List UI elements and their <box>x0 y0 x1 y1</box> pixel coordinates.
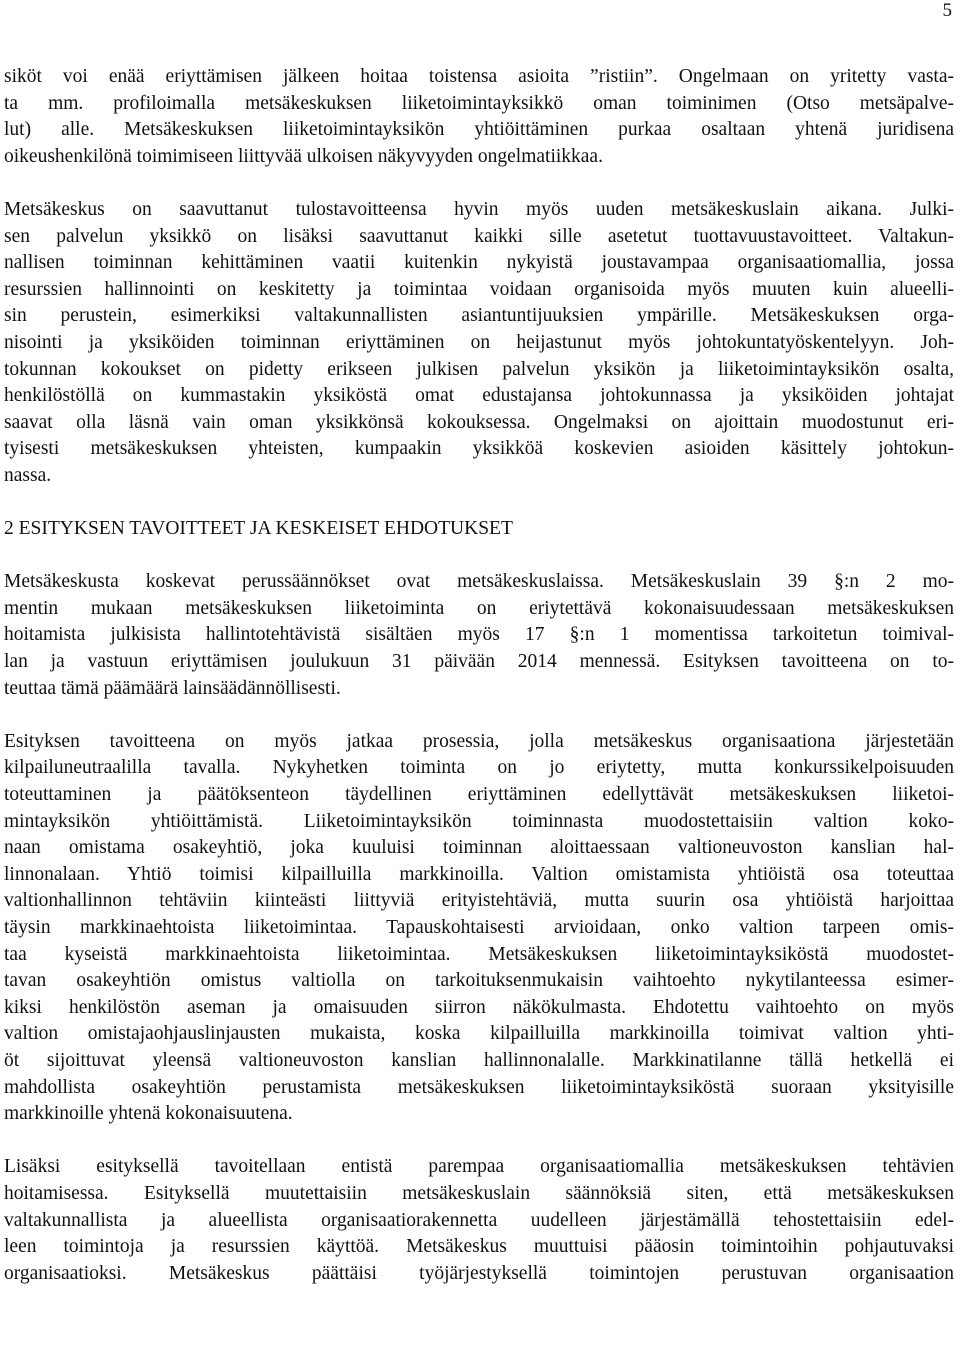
paragraph-line: siköt voi enää eriyttämisen jälkeen hoitaa toistensa asioita ”ristiin”. Ongelmaan on yritetty vasta- <box>4 66 954 87</box>
paragraph-line: henkilöstöllä on kummastakin yksiköstä omat edustajansa johtokunnassa ja yksiköiden johtajat <box>4 385 954 407</box>
paragraph-line: Lisäksi esityksellä tavoitellaan entistä parempaa organisaatiomallia metsäkeskuksen tehtävien <box>4 1156 954 1178</box>
paragraph-line: hoitamisessa. Esityksellä muutettaisiin metsäkeskuslain säännöksiä siten, että metsäkeskuksen <box>4 1182 954 1204</box>
paragraph-line: taa kyseistä markkinaehtoista liiketoimintaa. Metsäkeskuksen liiketoimintayksiköstä muodostet- <box>4 943 954 965</box>
paragraph-line: oikeushenkilönä toimimiseen liittyvää ulkoisen näkyvyyden ongelmatiikkaa. <box>4 145 603 167</box>
paragraph-line: toteuttaminen ja päätöksenteon täydellinen eriyttäminen edellyttävät metsäkeskuksen liiketoi- <box>4 784 954 806</box>
paragraph-line: teuttaa tämä päämäärä lainsäädännöllisesti. <box>4 677 341 699</box>
paragraph-line: lan ja vastuun eriyttämisen joulukuun 31 päivään 2014 mennessä. Esityksen tavoitteena on to- <box>4 651 954 673</box>
paragraph-line: leen toimintoja ja resurssien käyttöä. Metsäkeskus muuttuisi pääosin toimintoihin pohjautuvaksi <box>4 1236 954 1258</box>
paragraph-line: Metsäkeskus on saavuttanut tulostavoitteensa hyvin myös uuden metsäkeskuslain aikana. Julki- <box>4 198 954 220</box>
paragraph-line: saavat olla läsnä vain oman yksikkönsä kokouksessa. Ongelmaksi on ajoittain muodostunut eri- <box>4 411 954 433</box>
paragraph-line: linnonalaan. Yhtiö toimisi kilpailluilla markkinoilla. Valtion omistamista yhtiöistä osa toteuttaa <box>4 863 954 885</box>
paragraph-line: valtakunnallista ja alueellista organisaatiorakennetta uudelleen järjestämällä tehostettaisiin edel- <box>4 1209 954 1231</box>
paragraph-line: sin perustein, esimerkiksi valtakunnallisten asiantuntijuuksien ympärille. Metsäkeskuksen orga- <box>4 305 954 327</box>
paragraph-2 <box>4 197 954 490</box>
paragraph-line: nassa. <box>4 464 52 486</box>
paragraph-line: valtionhallinnon tehtäviin kiinteästi liittyviä erityistehtäviä, mutta suurin osa yhtiöistä harjoittaa <box>4 890 954 912</box>
paragraph-line: hoitamista julkisista hallintotehtävistä sisältäen myös 17 §:n 1 momentissa tarkoitetun toimival- <box>4 624 954 646</box>
paragraph-line: täysin markkinaehtoista liiketoimintaa. Tapauskohtaisesti arvioidaan, onko valtion tarpeen omis- <box>4 917 954 938</box>
paragraph-line: ta mm. profiloimalla metsäkeskuksen liiketoimintayksikkö oman toiminimen (Otso metsäpalve- <box>4 92 954 114</box>
paragraph-line: valtion omistajaohjauslinjausten mukaista, koska kilpailluilla markkinoilla toimivat valtion yhti- <box>4 1023 954 1045</box>
paragraph-line: mentin mukaan metsäkeskuksen liiketoiminta on eriytettävä kokonaisuudessaan metsäkeskuksen <box>4 597 954 619</box>
paragraph-5 <box>4 1154 954 1287</box>
paragraph-line: tokunnan kokoukset on pidetty erikseen julkisen palvelun yksikön ja liiketoimintayksikön osalta, <box>4 358 954 380</box>
paragraph-line: tavan osakeyhtiön omistus valtiolla on tarkoituksenmukaisin vaihtoehto nykytilanteessa esimer- <box>4 970 954 992</box>
paragraph-line: nisointi ja yksiköiden toiminnan eriyttäminen on heijastunut myös johtokuntatyöskentelyyn. Joh- <box>4 331 954 353</box>
section-heading: 2 ESITYKSEN TAVOITTEET JA KESKEISET EHDOTUKSET <box>4 518 513 540</box>
paragraph-line: Metsäkeskusta koskevat perussäännökset ovat metsäkeskuslaissa. Metsäkeskuslain 39 §:n 2 mo- <box>4 571 954 593</box>
paragraph-line: resurssien hallinnointi on keskitetty ja toimintaa voidaan organisoida myös muuten kuin alueelli- <box>4 278 954 300</box>
paragraph-3 <box>4 569 954 702</box>
paragraph-line: nallisen toiminnan kehittäminen vaatii kuitenkin nykyistä joustavampaa organisaatiomallia, jossa <box>4 252 954 274</box>
paragraph-line: Esityksen tavoitteena on myös jatkaa prosessia, jolla metsäkeskus organisaationa järjestetään <box>4 730 954 752</box>
paragraph-1 <box>4 64 954 170</box>
document-body <box>4 64 954 1287</box>
paragraph-line: tyisesti metsäkeskuksen yhteisten, kumpaakin yksikköä koskevien asioiden käsittely johtokun- <box>4 438 954 460</box>
paragraph-line: kilpailuneutraalilla tavalla. Nykyhetken toiminta on jo eriytetty, mutta konkurssikelpoisuuden <box>4 757 954 779</box>
paragraph-line: kiksi henkilöstön aseman ja omaisuuden siirron näkökulmasta. Ehdotettu vaihtoehto on myös <box>4 996 954 1018</box>
paragraph-line: mahdollista osakeyhtiön perustamista metsäkeskuksen liiketoimintayksiköstä suoraan yksityisille <box>4 1076 954 1098</box>
paragraph-line: markkinoille yhtenä kokonaisuutena. <box>4 1103 293 1125</box>
paragraph-line: sen palvelun yksikkö on lisäksi saavuttanut kaikki sille asetetut tuottavuustavoitteet. Valtakun- <box>4 225 954 247</box>
paragraph-line: organisaatioksi. Metsäkeskus päättäisi työjärjestyksellä toimintojen perustuvan organisaation <box>4 1262 954 1284</box>
paragraph-line: öt sijoittuvat yleensä valtioneuvoston kanslian hallinnonalalle. Markkinatilanne tällä hetkellä ei <box>4 1049 954 1071</box>
paragraph-4 <box>4 729 954 1128</box>
paragraph-line: mintayksikön yhtiöittämistä. Liiketoimintayksikön toiminnasta muodostettaisiin valtion koko- <box>4 810 954 832</box>
paragraph-line: naan omistama osakeyhtiö, joka kuuluisi toiminnan aloittaessaan valtioneuvoston kanslian hal- <box>4 837 954 859</box>
paragraph-line: lut) alle. Metsäkeskuksen liiketoimintayksikön yhtiöittäminen purkaa osaltaan yhtenä juridisena <box>4 119 954 141</box>
page-number: 5 <box>942 0 952 21</box>
